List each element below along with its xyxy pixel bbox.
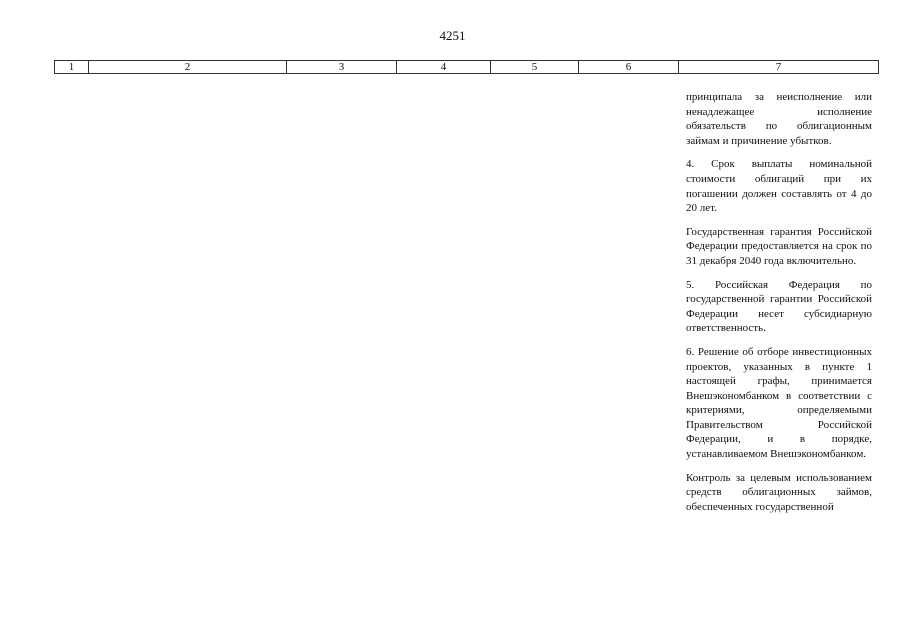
column-header-table [54, 60, 879, 74]
paragraph: Контроль за целевым использованием средств облигационных займов, обеспеченных государственной [686, 471, 872, 513]
column-7-text [686, 90, 872, 523]
column-header-1: 1 [55, 61, 89, 74]
column-header-2: 2 [89, 61, 287, 74]
paragraph: 5. Российская Федерация по государственной гарантии Российской Федерации несет субсидиарную ответственность. [686, 278, 872, 335]
column-header-7: 7 [679, 61, 879, 74]
column-header-4: 4 [397, 61, 491, 74]
column-header-3: 3 [287, 61, 397, 74]
column-header-6: 6 [579, 61, 679, 74]
column-header-row [55, 61, 879, 74]
paragraph: принципала за неисполнение или ненадлежащее исполнение обязательств по облигационным займам и причинение убытков. [686, 91, 872, 147]
paragraph: 4. Срок выплаты номинальной стоимости облигаций при их погашении должен составлять от 4 до 20 лет. [686, 158, 872, 215]
column-header-5: 5 [491, 61, 579, 74]
paragraph: Государственная гарантия Российской Федерации предоставляется на срок по 31 декабря 2040 года включительно. [686, 225, 872, 267]
page-number: 4251 [439, 28, 466, 43]
paragraph: 6. Решение об отборе инвестиционных проектов, указанных в пункте 1 настоящей графы, принимается Внешэкономбанком в соответствии с критериями, определяемыми Правительством Российской Федерации, и в порядке, устанавливаемом Внешэкономбанком. [686, 345, 872, 461]
